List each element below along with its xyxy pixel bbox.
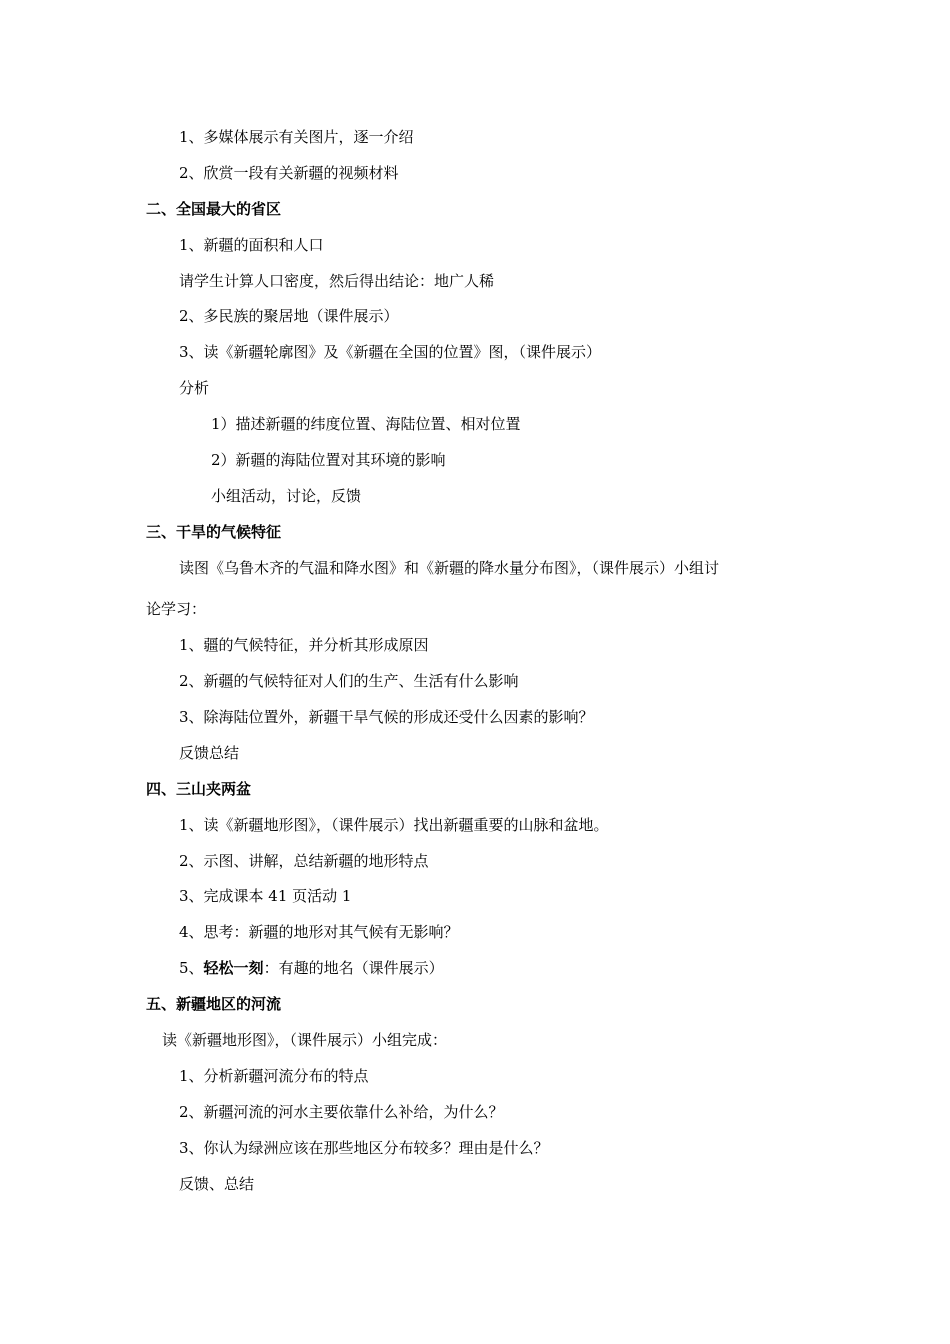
section-heading: 五、新疆地区的河流 — [146, 995, 282, 1013]
text-line: 3、完成课本 41 页活动 1 — [179, 887, 352, 905]
text-line: 读《新疆地形图》，（课件展示）小组完成： — [162, 1031, 448, 1049]
section-heading: 三、干旱的气候特征 — [146, 523, 282, 541]
text-line: 2、多民族的聚居地（课件展示） — [179, 307, 399, 325]
text-line: 2、新疆的气候特征对人们的生产、生活有什么影响 — [179, 672, 519, 690]
text-line: 1、疆的气候特征，并分析其形成原因 — [179, 636, 429, 654]
text-line: 读图《乌鲁木齐的气温和降水图》和《新疆的降水量分布图》，（课件展示）小组讨 — [179, 559, 720, 577]
text-line: 分析 — [179, 379, 210, 397]
text-line: 论学习： — [146, 600, 207, 618]
text-line: 请学生计算人口密度，然后得出结论：地广人稀 — [179, 272, 495, 290]
text-prefix: 5、 — [179, 959, 204, 977]
text-line: 反馈总结 — [179, 744, 240, 762]
text-line: 反馈、总结 — [179, 1175, 255, 1193]
text-line: 2、示图、讲解，总结新疆的地形特点 — [179, 852, 429, 870]
text-line: 3、读《新疆轮廓图》及《新疆在全国的位置》图，（课件展示） — [179, 343, 602, 361]
bold-phrase: 轻松一刻 — [203, 959, 264, 977]
text-rest: ：有趣的地名（课件展示） — [263, 959, 444, 977]
text-line: 4、思考：新疆的地形对其气候有无影响？ — [179, 923, 459, 941]
text-line: 1、读《新疆地形图》，（课件展示）找出新疆重要的山脉和盆地。 — [179, 816, 609, 834]
text-line: 2）新疆的海陆位置对其环境的影响 — [211, 451, 446, 469]
text-line: 2、新疆河流的河水主要依靠什么补给，为什么？ — [179, 1103, 504, 1121]
text-line: 3、你认为绿洲应该在那些地区分布较多？理由是什么？ — [179, 1139, 549, 1157]
text-line: 1、多媒体展示有关图片，逐一介绍 — [179, 128, 414, 146]
text-line: 1、新疆的面积和人口 — [179, 236, 324, 254]
section-heading: 四、三山夹两盆 — [146, 780, 252, 798]
text-line: 1）描述新疆的纬度位置、海陆位置、相对位置 — [211, 415, 521, 433]
text-line: 2、欣赏一段有关新疆的视频材料 — [179, 164, 399, 182]
text-line — [179, 958, 444, 978]
text-line: 1、分析新疆河流分布的特点 — [179, 1067, 369, 1085]
text-line: 3、除海陆位置外，新疆干旱气候的形成还受什么因素的影响？ — [179, 708, 594, 726]
text-line: 小组活动，讨论，反馈 — [211, 487, 362, 505]
section-heading: 二、全国最大的省区 — [146, 200, 282, 218]
